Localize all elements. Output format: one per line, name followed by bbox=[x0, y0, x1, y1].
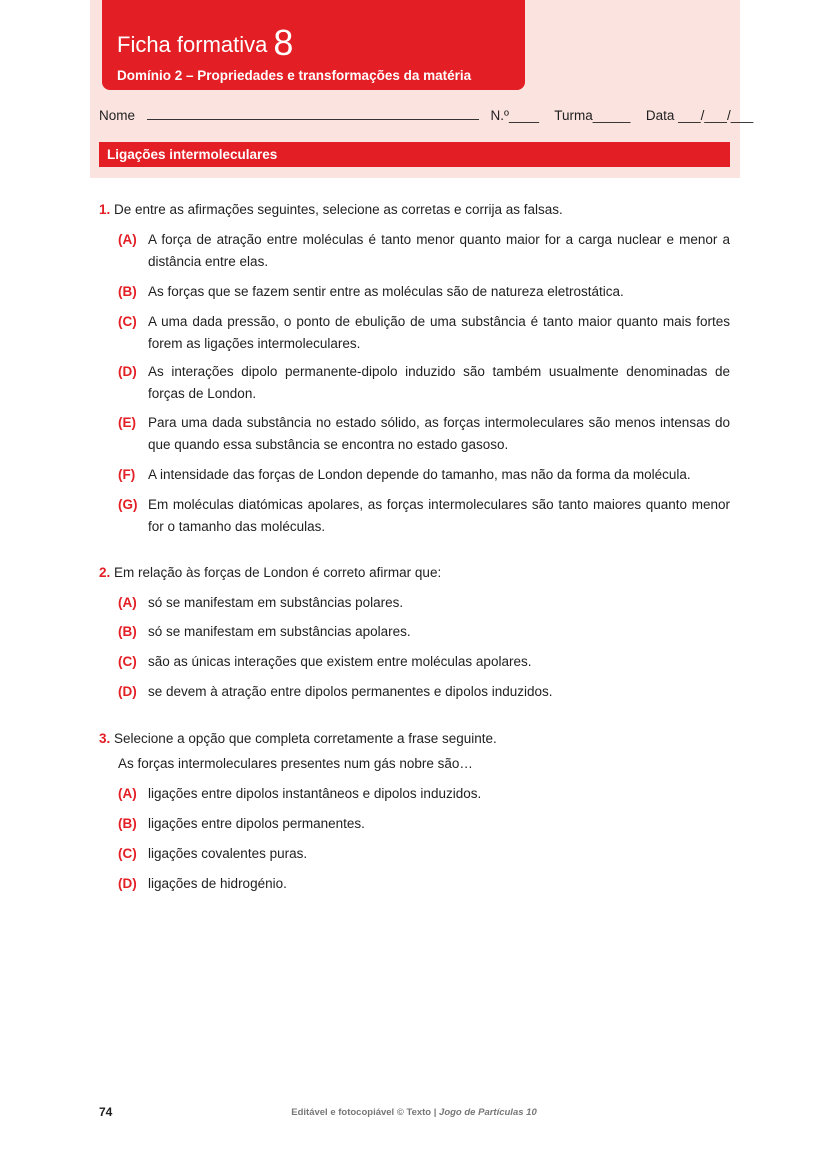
question-2 bbox=[99, 562, 441, 584]
option-letter: (A) bbox=[118, 595, 137, 610]
option-text: são as únicas interações que existem entre moléculas apolares. bbox=[148, 654, 532, 669]
q1-option-e bbox=[118, 412, 730, 455]
option-letter: (D) bbox=[118, 364, 137, 379]
option-text: só se manifestam em substâncias apolares. bbox=[148, 624, 411, 639]
worksheet-number: 8 bbox=[273, 22, 294, 63]
q1-option-f bbox=[118, 464, 730, 486]
option-text: As forças que se fazem sentir entre as moléculas são de natureza eletrostática. bbox=[148, 284, 624, 299]
option-letter: (B) bbox=[118, 816, 137, 831]
option-letter: (G) bbox=[118, 497, 138, 512]
q2-option-c bbox=[118, 651, 730, 673]
credit-text: Editável e fotocopiável © Texto | bbox=[291, 1107, 440, 1118]
question-1 bbox=[99, 199, 563, 221]
question-3 bbox=[99, 728, 497, 750]
worksheet-subtitle: Domínio 2 – Propriedades e transformações da matéria bbox=[117, 68, 472, 83]
option-text: As interações dipolo permanente-dipolo induzido são também usualmente denominadas de forças de London. bbox=[148, 364, 730, 401]
q3-option-d bbox=[118, 873, 730, 895]
option-letter: (A) bbox=[118, 232, 137, 247]
question-number: 1. bbox=[99, 202, 111, 217]
option-text: se devem à atração entre dipolos permanentes e dipolos induzidos. bbox=[148, 684, 553, 699]
book-title: Jogo de Partículas 10 bbox=[439, 1107, 537, 1118]
student-info-line bbox=[99, 107, 754, 123]
option-text: A intensidade das forças de London depende do tamanho, mas não da forma da molécula. bbox=[148, 467, 691, 482]
option-letter: (C) bbox=[118, 314, 137, 329]
q3-option-b bbox=[118, 813, 730, 835]
name-label: Nome bbox=[99, 108, 136, 123]
option-letter: (B) bbox=[118, 284, 137, 299]
q3-option-a bbox=[118, 783, 730, 805]
q1-option-a bbox=[118, 229, 730, 272]
q3-option-c bbox=[118, 843, 730, 865]
q1-option-c bbox=[118, 311, 730, 354]
q2-option-a bbox=[118, 592, 730, 614]
section-title: Ligações intermoleculares bbox=[99, 142, 730, 167]
question-3-stem: As forças intermoleculares presentes num gás nobre são… bbox=[118, 756, 473, 771]
question-text: De entre as afirmações seguintes, selecione as corretas e corrija as falsas. bbox=[114, 202, 563, 217]
question-number: 2. bbox=[99, 565, 111, 580]
option-letter: (B) bbox=[118, 624, 137, 639]
page-number: 74 bbox=[99, 1105, 113, 1119]
q1-option-d bbox=[118, 361, 730, 404]
name-field[interactable] bbox=[147, 107, 479, 120]
option-text: só se manifestam em substâncias polares. bbox=[148, 595, 404, 610]
option-text: A uma dada pressão, o ponto de ebulição de uma substância é tanto maior quanto mais fortes forem as ligações intermoleculares. bbox=[148, 314, 730, 351]
q2-option-d bbox=[118, 681, 730, 703]
option-letter: (F) bbox=[118, 467, 136, 482]
number-label: N.º____ bbox=[490, 108, 540, 123]
question-number: 3. bbox=[99, 731, 111, 746]
option-text: ligações entre dipolos permanentes. bbox=[148, 816, 365, 831]
option-text: ligações entre dipolos instantâneos e dipolos induzidos. bbox=[148, 786, 482, 801]
option-letter: (D) bbox=[118, 876, 137, 891]
q1-option-g bbox=[118, 494, 730, 537]
option-letter: (C) bbox=[118, 846, 137, 861]
option-text: Para uma dada substância no estado sólido, as forças intermoleculares são menos intensas do que quando essa substância se encontra no estado gasoso. bbox=[148, 415, 730, 452]
date-label: Data ___/___/___ bbox=[645, 108, 754, 123]
question-text: Selecione a opção que completa corretamente a frase seguinte. bbox=[114, 731, 497, 746]
footer-credit bbox=[0, 1107, 828, 1118]
option-text: ligações covalentes puras. bbox=[148, 846, 308, 861]
option-text: A força de atração entre moléculas é tanto menor quanto maior for a carga nuclear e menor a distância entre elas. bbox=[148, 232, 730, 269]
q2-option-b bbox=[118, 621, 730, 643]
option-text: ligações de hidrogénio. bbox=[148, 876, 287, 891]
question-text: Em relação às forças de London é correto afirmar que: bbox=[114, 565, 442, 580]
worksheet-title: Ficha formativa 8 bbox=[117, 22, 294, 63]
class-label: Turma_____ bbox=[554, 108, 631, 123]
option-letter: (C) bbox=[118, 654, 137, 669]
q1-option-b bbox=[118, 281, 730, 303]
option-text: Em moléculas diatómicas apolares, as forças intermoleculares são tanto maiores quanto menor for o tamanho das moléculas. bbox=[148, 497, 730, 534]
option-letter: (A) bbox=[118, 786, 137, 801]
title-banner bbox=[102, 0, 525, 90]
option-letter: (D) bbox=[118, 684, 137, 699]
option-letter: (E) bbox=[118, 415, 136, 430]
